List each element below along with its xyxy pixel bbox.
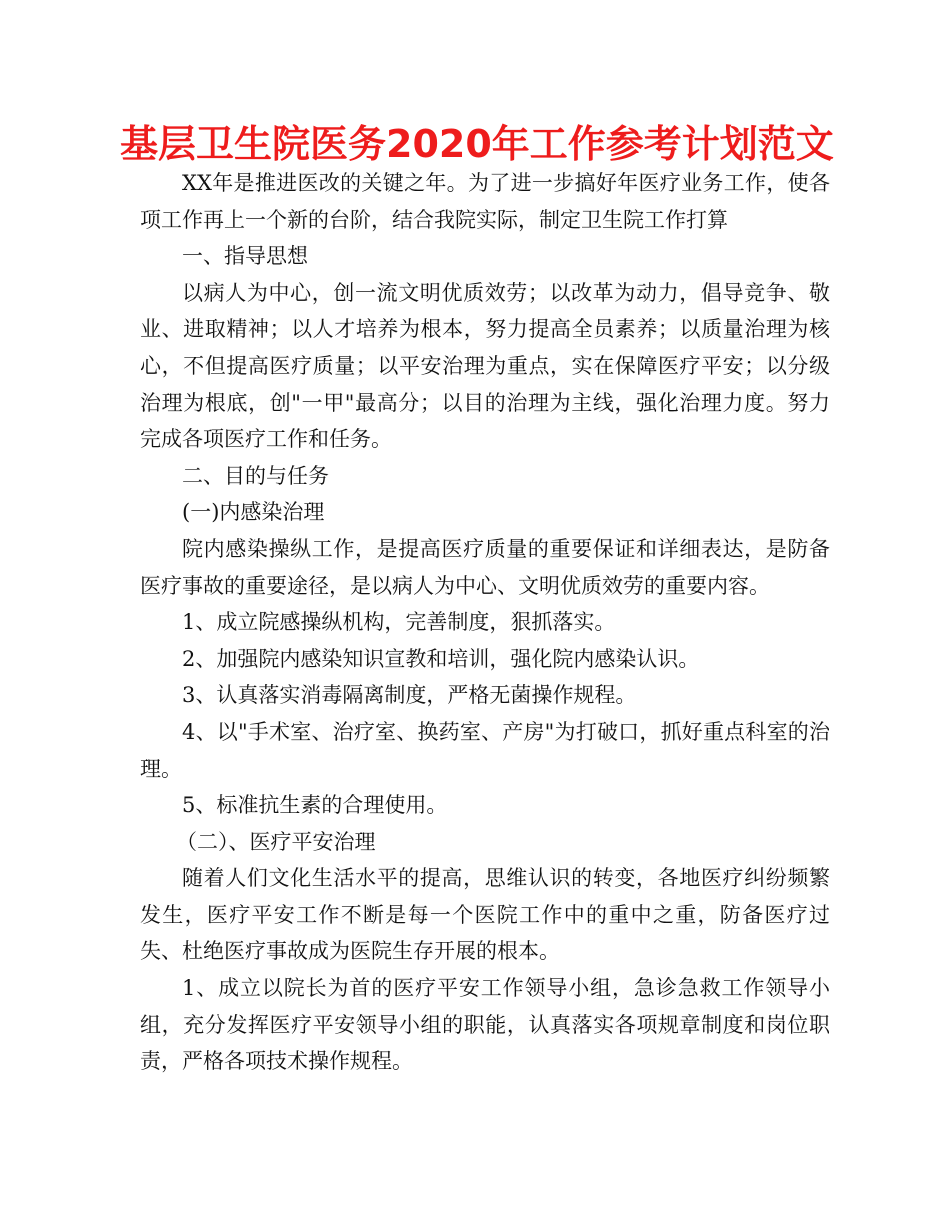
list-item-4: 4、以"手术室、治疗室、换药室、产房"为打破口，抓好重点科室的治理。 — [140, 719, 830, 781]
document-title: 基层卫生院医务2020年工作参考计划范文 — [120, 122, 834, 166]
list-item-1: 1、成立院感操纵机构，完善制度，狠抓落实。 — [182, 610, 616, 635]
section-heading-guiding-ideology: 一、指导思想 — [182, 244, 308, 269]
paragraph-intro: XX年是推进医改的关键之年。为了进一步搞好年医疗业务工作，使各项工作再上一个新的台阶，结合我院实际，制定卫生院工作打算 — [140, 171, 830, 232]
paragraph-guiding-ideology: 以病人为中心，创一流文明优质效劳；以改革为动力，倡导竞争、敬业、进取精神；以人才培养为根本，努力提高全员素养；以质量治理为核心，不但提高医疗质量；以平安治理为重点，实在保障医疗平安；以分级治理为根底，创"一甲"最高分；以目的治理为主线，强化治理力度。努力完成各项医疗工作和任务。 — [140, 280, 830, 452]
section-heading-goals-tasks: 二、目的与任务 — [182, 463, 329, 488]
list-item-2: 2、加强院内感染知识宣教和培训，强化院内感染认识。 — [182, 646, 700, 671]
paragraph-medical-safety: 随着人们文化生活水平的提高，思维认识的转变，各地医疗纠纷频繁发生，医疗平安工作不断是每一个医院工作中的重中之重，防备医疗过失、杜绝医疗事故成为医院生存开展的根本。 — [140, 866, 830, 964]
document-body — [140, 165, 830, 1080]
subsection-heading-medical-safety: （二）、医疗平安治理 — [176, 829, 376, 854]
list-item-3: 3、认真落实消毒隔离制度，严格无菌操作规程。 — [182, 683, 637, 708]
list-item-5: 5、标准抗生素的合理使用。 — [182, 793, 448, 818]
paragraph-infection-control: 院内感染操纵工作，是提高医疗质量的重要保证和详细表达，是防备医疗事故的重要途径，是以病人为中心、文明优质效劳的重要内容。 — [140, 536, 830, 598]
subsection-heading-infection-control: (一)内感染治理 — [182, 500, 325, 525]
list-item-safety-1: 1、成立以院长为首的医疗平安工作领导小组，急诊急救工作领导小组，充分发挥医疗平安领导小组的职能，认真落实各项规章制度和岗位职责，严格各项技术操作规程。 — [140, 976, 830, 1074]
